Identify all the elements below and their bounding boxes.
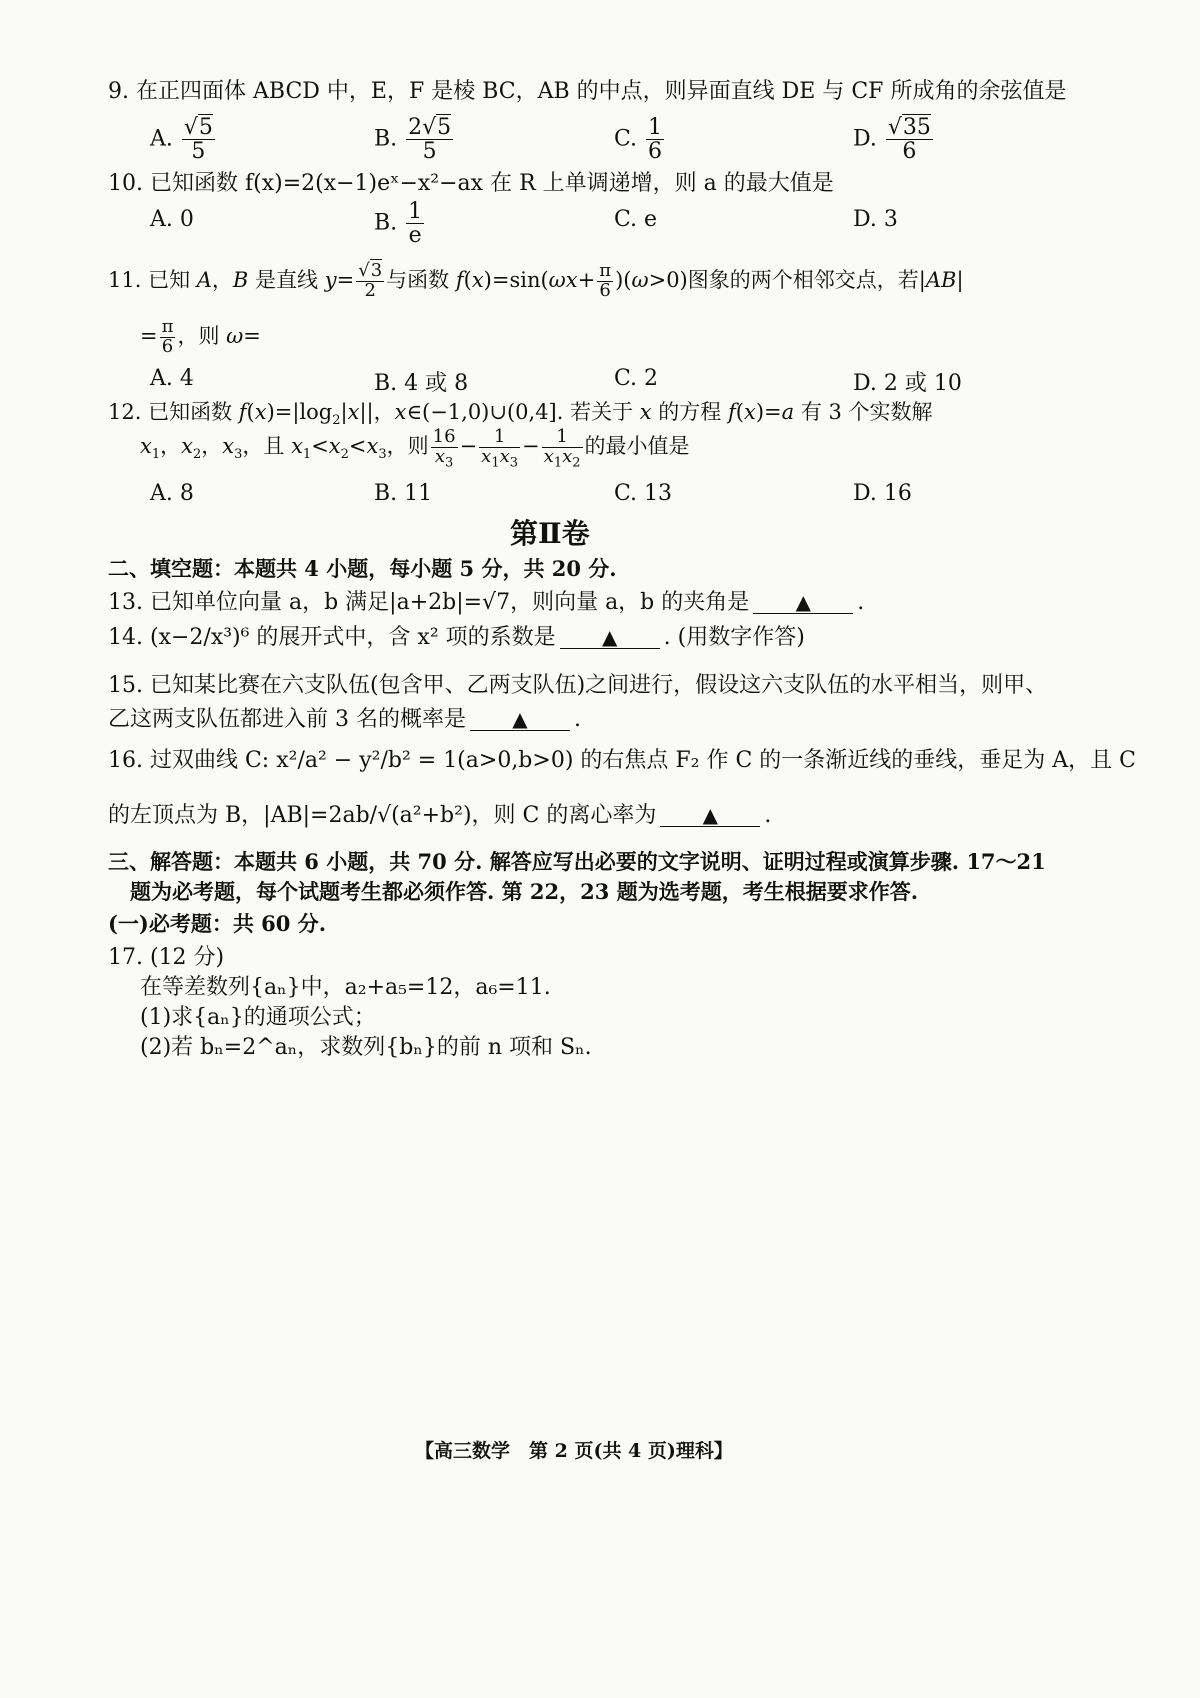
question-12-stem: 12. 已知函数 $f(x)=|\log_2|x||$，x∈(−1,0)∪(0,4]. 若关于 x 的方程 f(x)=a 有 3 个实数解 <box>108 400 933 429</box>
q11-option-c: C. 2 <box>614 366 659 391</box>
q15-answer-blank[interactable]: ▲ <box>470 708 570 731</box>
q16-text-line2: 的左顶点为 B，|AB|=2ab/√(a²+b²)，则 C 的离心率为 <box>108 803 657 828</box>
question-17-part1: (1)求{aₙ}的通项公式； <box>140 1005 376 1030</box>
q14-answer-blank[interactable]: ▲ <box>560 626 660 649</box>
q9-option-c: C. $\frac{1}{6}$ <box>614 115 663 165</box>
q10-option-d: D. 3 <box>853 207 898 232</box>
question-12-stem-cont: $x_1$，$x_2$，$x_3$，且 $x_1<x_2<x_3$，则 $\frac{16}{x_3}$ − $\frac{1}{x_1x_3}$ − $\frac{1}{x_1x_2}$ 的最小值是 <box>140 426 690 471</box>
q11-option-b: B. 4 或 8 <box>374 371 469 396</box>
q12-option-b: B. 11 <box>374 481 433 506</box>
question-14 <box>108 620 805 651</box>
section-3-header-line1: 三、解答题：本题共 6 小题，共 70 分. 解答应写出必要的文字说明、证明过程或演算步骤. 17～21 <box>108 849 1046 874</box>
page-footer: 【高三数学 第 2 页(共 4 页)理科】 <box>415 1440 733 1462</box>
question-11-stem-cont: = $\frac{\pi}{6}$ ，则 ω= <box>140 316 261 357</box>
question-15-line2: 乙这两支队伍都进入前 3 名的概率是 ▲ . <box>108 707 581 732</box>
question-13: 13. 已知单位向量 a，b 满足|a+2b|=√7，则向量 a，b 的夹角是 ▲ . <box>108 590 865 615</box>
q10-text: 10. 已知函数 f(x)=2(x−1)eˣ−x²−ax 在 R 上单调递增，则 a 的最大值是 <box>108 171 834 196</box>
question-15-line1: 15. 已知某比赛在六支队伍(包含甲、乙两支队伍)之间进行，假设这六支队伍的水平相当，则甲、 <box>108 673 1048 698</box>
question-10-stem <box>108 166 834 197</box>
q11-option-d: D. 2 或 10 <box>853 371 962 396</box>
q15-text-line2: 乙这两支队伍都进入前 3 名的概率是 <box>108 707 466 732</box>
question-17-stem: 在等差数列{aₙ}中，a₂+a₅=12，a₆=11. <box>140 975 551 1000</box>
q12-option-a: A. 8 <box>150 481 194 506</box>
section-2-header: 二、填空题：本题共 4 小题，每小题 5 分，共 20 分. <box>108 556 617 581</box>
q13-text: 13. 已知单位向量 a，b 满足|a+2b|=√7，则向量 a，b 的夹角是 <box>108 590 750 615</box>
question-17-label: 17. (12 分) <box>108 945 225 970</box>
question-16-line1: 16. 过双曲线 C: x²/a² − y²/b² = 1(a>0,b>0) 的右焦点 F₂ 作 C 的一条渐近线的垂线，垂足为 A，且 C <box>108 748 1136 773</box>
q10-option-b: B. $\frac{1}{e}$ <box>374 199 423 249</box>
required-questions-header: (一)必考题：共 60 分. <box>108 911 327 936</box>
q9-option-a: A. $\frac{√5}{5}$ <box>150 115 213 165</box>
q12-option-d: D. 16 <box>853 481 912 506</box>
part-2-title: 第Ⅱ卷 <box>510 517 590 550</box>
q10-option-a: A. 0 <box>150 207 194 232</box>
section-3-header-line2: 题为必考题，每个试题考生都必须作答. 第 22，23 题为选考题，考生根据要求作答. <box>130 879 918 904</box>
q14-tail: . (用数字作答) <box>663 625 805 650</box>
q11-option-a: A. 4 <box>150 366 194 391</box>
q9-text: 9. 在正四面体 ABCD 中，E，F 是棱 BC，AB 的中点，则异面直线 DE 与 CF 所成角的余弦值是 <box>108 79 1067 104</box>
q16-answer-blank[interactable]: ▲ <box>660 804 760 827</box>
q10-option-c: C. e <box>614 207 658 232</box>
question-11-stem: 11. 已知 A，B 是直线 y= $\frac{√3}{2}$ 与函数 f(x)=sin(ωx+ $\frac{\pi}{6}$ )(ω>0)图象的两个相邻交点，若|AB| <box>108 260 964 301</box>
q9-option-d: D. $\frac{√35}{6}$ <box>853 115 931 165</box>
q9-option-b: B. $\frac{2√5}{5}$ <box>374 115 452 165</box>
q13-answer-blank[interactable]: ▲ <box>753 591 853 614</box>
question-9-stem <box>108 74 1066 105</box>
q12-option-c: C. 13 <box>614 481 673 506</box>
q14-text: 14. (x−2/x³)⁶ 的展开式中，含 x² 项的系数是 <box>108 625 556 650</box>
question-16-line2: 的左顶点为 B，|AB|=2ab/√(a²+b²)，则 C 的离心率为 ▲ . <box>108 803 772 828</box>
question-17-part2: (2)若 bₙ=2^aₙ，求数列{bₙ}的前 n 项和 Sₙ. <box>140 1035 592 1060</box>
